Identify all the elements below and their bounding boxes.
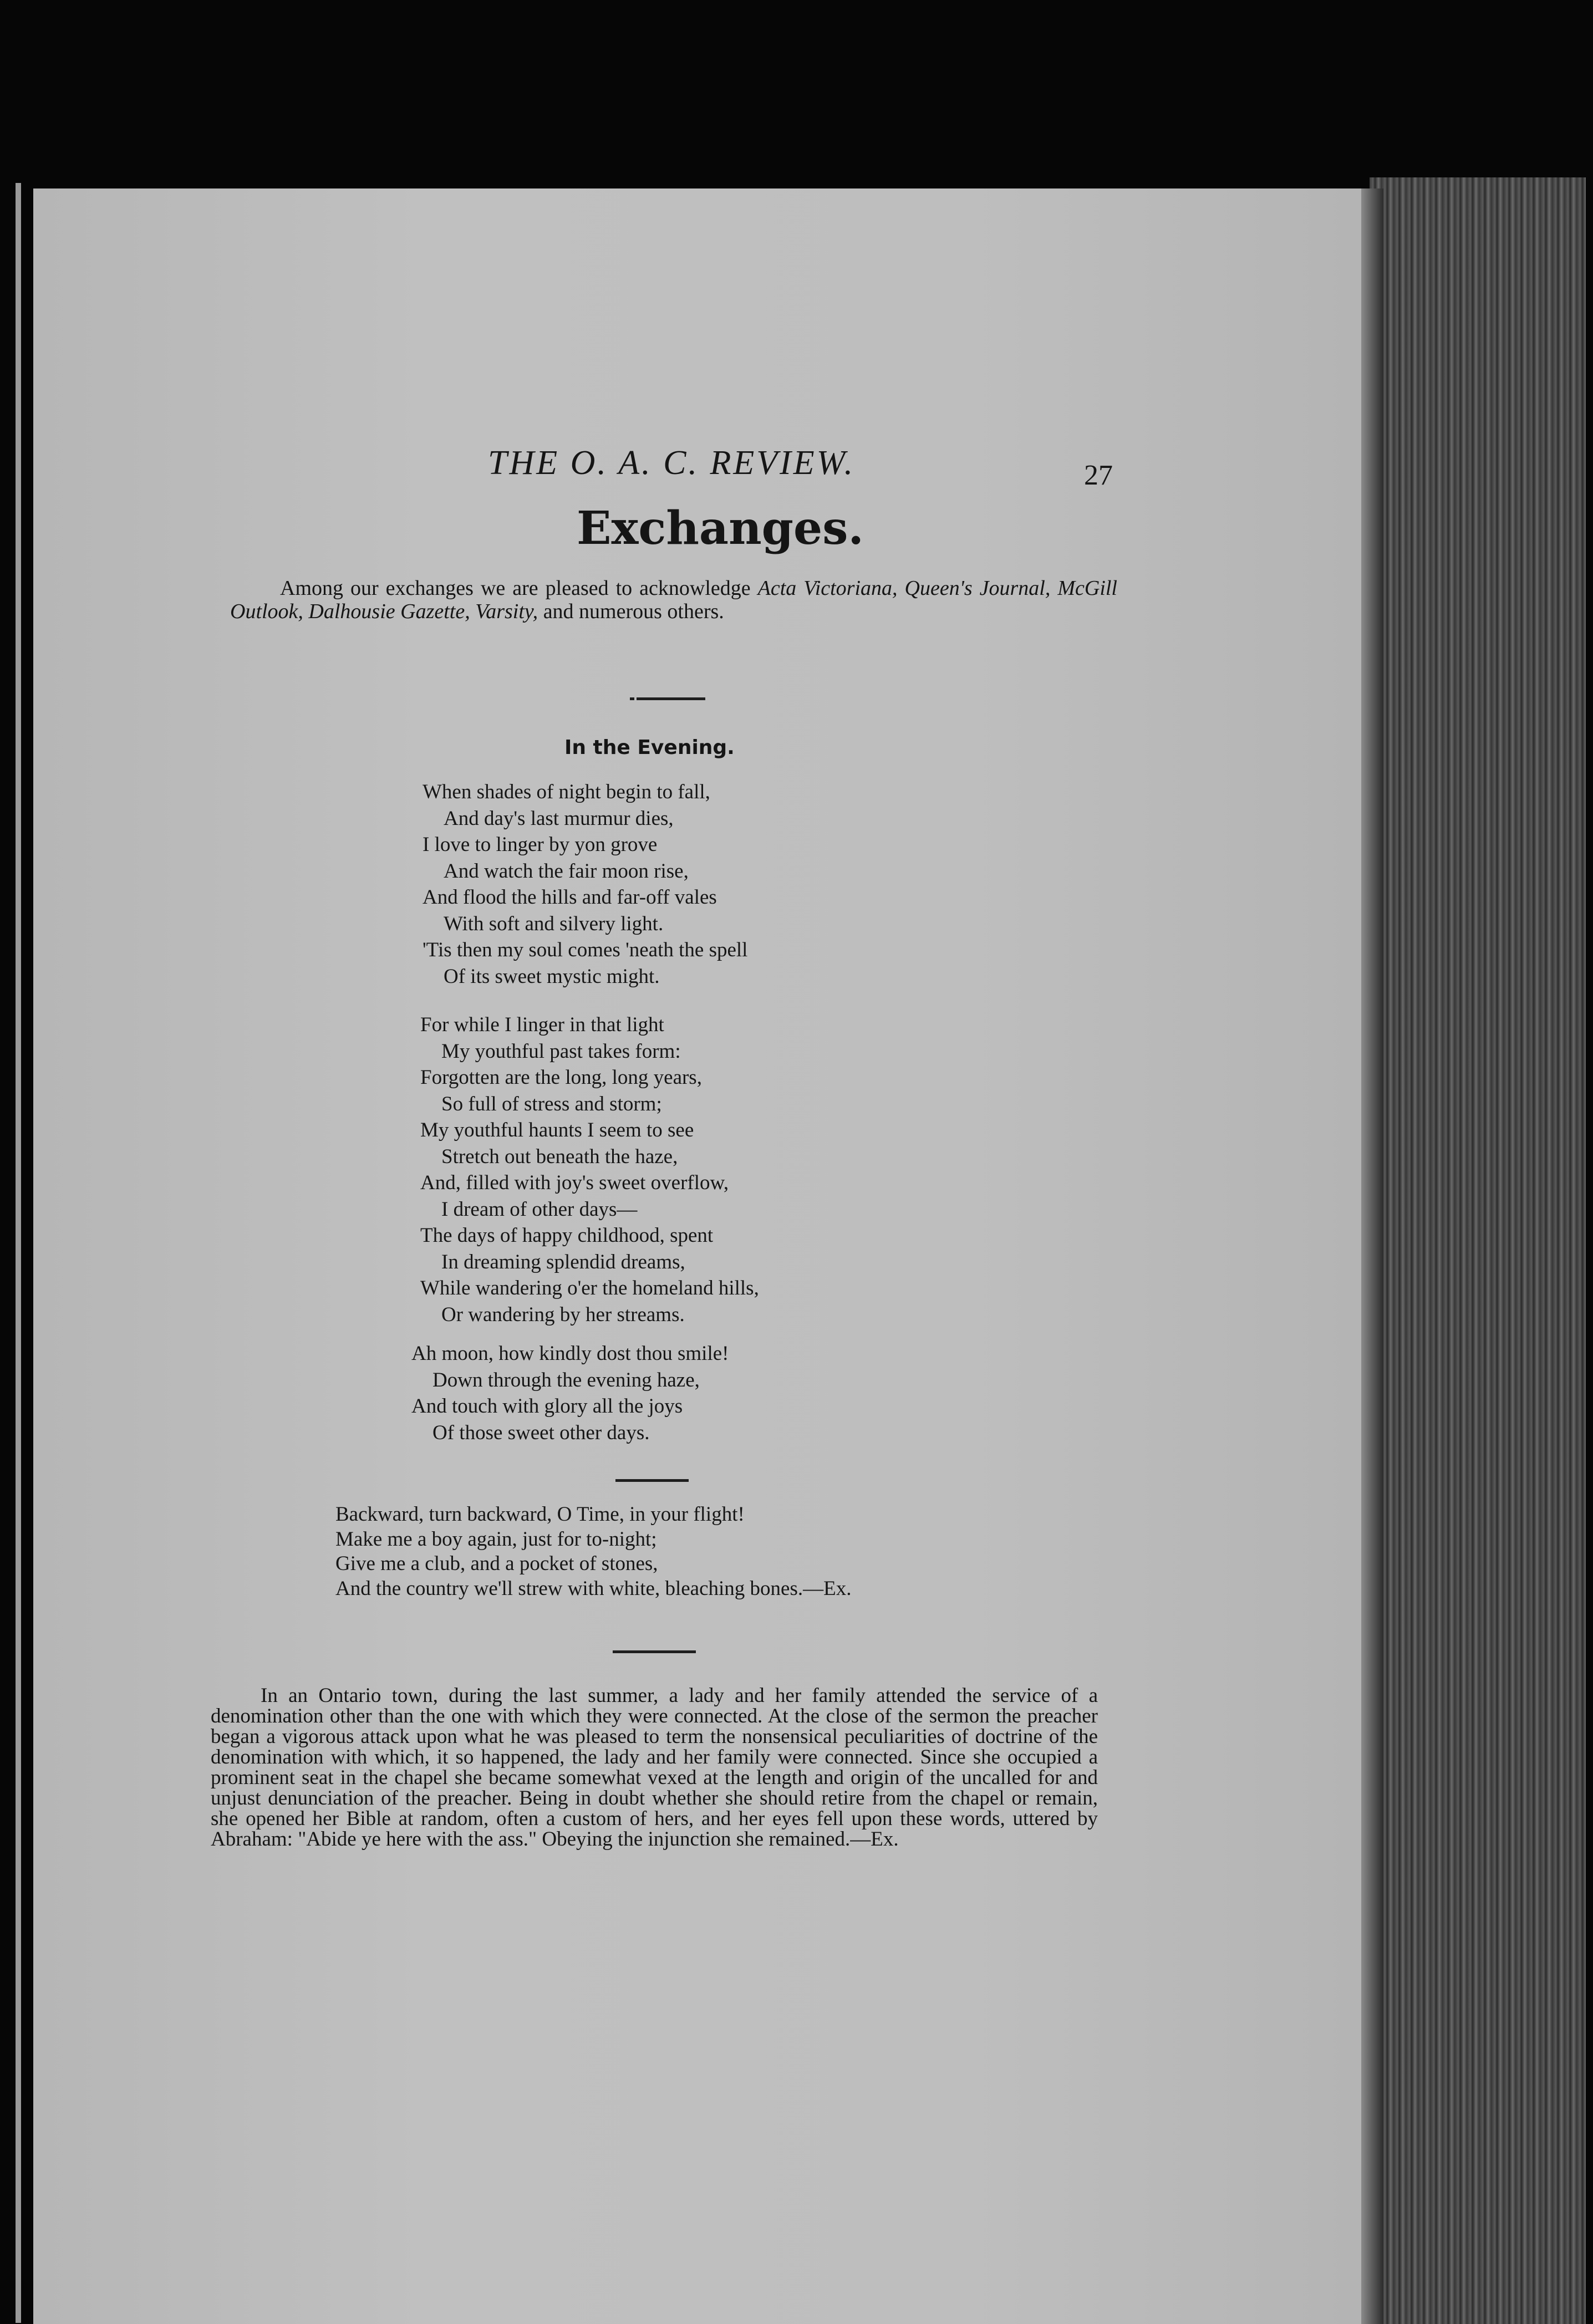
intro-lead: Among our exchanges we are pleased to acknowledge [280,577,758,600]
binding-gutter [16,183,21,2323]
anecdote-paragraph: In an Ontario town, during the last summer, a lady and her family attended the service of a denomination other than the one with which they were connected. At the close of the sermon the preacher began a vigorous attack upon what he was pleased to term the nonsensical peculiarities of doctrine of the denomination with which, it so happened, the lady and her family were connected. Since she occupied a prominent seat in the chapel she became somewhat vexed at the length and origin of the uncalled for and unjust denunciation of the preacher. Being in doubt whether she should retire from the chapel or remain, she opened her Bible at random, often a custom of hers, and her eyes fell upon these words, uttered by Abraham: "Abide ye here with the ass." Obeying the injunction she remained.—Ex. [211,1684,1098,1851]
poem-line: I dream of other days— [441,1197,638,1221]
poem-stanza-3 [411,1341,729,1446]
verse-line: Give me a club, and a pocket of stones, [335,1552,658,1575]
poem-line: I love to linger by yon grove [423,833,658,856]
intro-paragraph [230,577,1117,623]
page-number: 27 [1084,460,1113,491]
intro-publications: Acta Victoriana, Queen's Journal, McGill Outlook, Dalhousie Gazette, Varsity, [230,577,1117,623]
poem-line: Of its sweet mystic might. [444,965,660,988]
poem-line: 'Tis then my soul comes 'neath the spell [423,939,748,961]
poem-line: And touch with glory all the joys [411,1395,683,1418]
verse-line: Make me a boy again, just for to-night; [335,1527,657,1551]
poem-line: Forgotten are the long, long years, [420,1066,702,1089]
divider-rule [637,697,705,700]
page-edge-shadow [1361,188,1383,2324]
poem-line: Or wandering by her streams. [441,1303,685,1326]
section-title: Exchanges. [577,502,864,555]
poem-line: Ah moon, how kindly dost thou smile! [411,1342,729,1365]
divider-rule [615,1479,689,1482]
poem-line: And, filled with joy's sweet overflow, [420,1171,729,1194]
intro-tail: and numerous others. [538,600,724,623]
poem-line: Stretch out beneath the haze, [441,1145,678,1168]
poem-line: When shades of night begin to fall, [423,781,710,803]
poem-line: For while I linger in that light [420,1013,664,1036]
poem-line: And day's last murmur dies, [444,807,674,830]
poem-stanza-2 [420,1012,759,1328]
poem-line: My youthful haunts I seem to see [420,1119,694,1141]
poem-stanza-1 [423,779,747,990]
poem-line: Of those sweet other days. [432,1421,650,1444]
poem-line: The days of happy childhood, spent [420,1224,714,1247]
poem-line: And flood the hills and far-off vales [423,886,717,909]
divider-rule [613,1650,696,1653]
poem-line: And watch the fair moon rise, [444,859,689,883]
poem-line: While wandering o'er the homeland hills, [420,1277,759,1299]
poem-line: My youthful past takes form: [441,1039,681,1063]
poem-line: Down through the evening haze, [432,1368,700,1392]
verse-backward [335,1502,851,1601]
poem-line: So full of stress and storm; [441,1092,662,1115]
poem-line: In dreaming splendid dreams, [441,1250,685,1273]
running-title: THE O. A. C. REVIEW. [488,444,856,482]
verse-line: Backward, turn backward, O Time, in your flight! [335,1503,745,1526]
verse-line: And the country we'll strew with white, bleaching bones.—Ex. [335,1577,852,1600]
poem-line: With soft and silvery light. [444,912,664,935]
dash-mark [630,697,634,700]
poem-title: In the Evening. [564,736,735,759]
book-page-edges [1370,177,1586,2324]
